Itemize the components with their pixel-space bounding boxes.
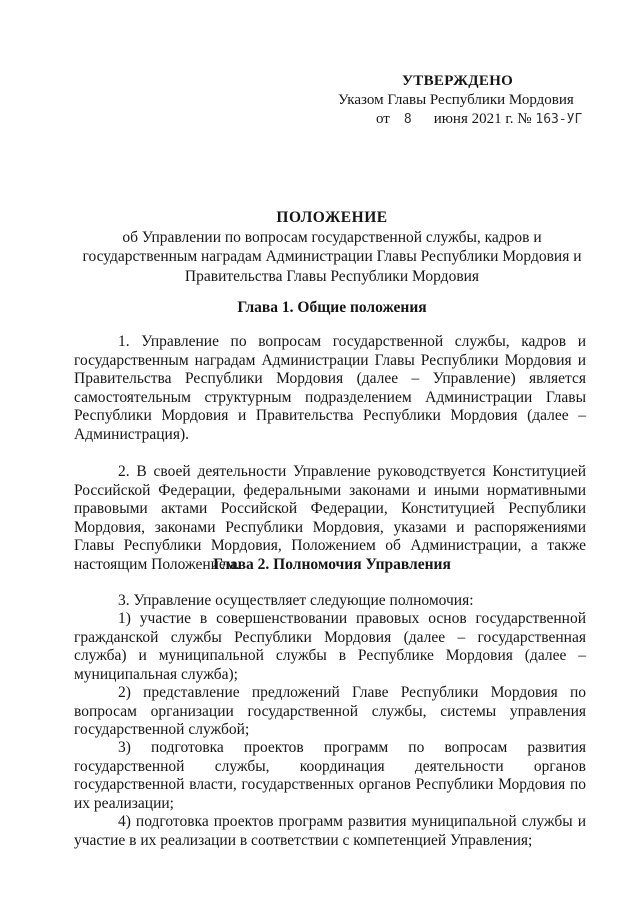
list-item-3: 3) подготовка проектов программ по вопросам развития государственной службы, координация деятельности органов государственной власти, государственных органов Республики Мордовия по их реализации;: [74, 739, 586, 812]
decree-number: 163-УГ: [535, 112, 583, 127]
decree-date-line: [336, 110, 596, 129]
approved-label: УТВЕРЖДЕНО: [402, 73, 514, 89]
paragraph-1: 1. Управление по вопросам государственной службы, кадров и государственным наградам Администрации Главы Республики Мордовия и Правительства Республики Мордовия (далее – Управление) является самостоятельным структурным подразделением Администрации Главы Республики Мордовия и Правительства Республики Мордовия (далее – Администрация).: [74, 333, 586, 443]
date-day: 8: [403, 112, 412, 127]
paragraph-3: 3. Управление осуществляет следующие полномочия:: [118, 592, 474, 609]
document-title-block: [72, 208, 592, 286]
approval-stamp: [336, 72, 596, 129]
paragraph-2: 2. В своей деятельности Управление руководствуется Конституцией Российской Федерации, федеральными законами и иными нормативными правовыми актами Российской Федерации, Конституцией Республики Мордовия, законами Республики Мордовия, указами и распоряжениями Главы Республики Мордовия, Положением об Администрации, а также настоящим Положением.: [74, 463, 586, 573]
title-line-3: Правительства Главы Республики Мордовия: [184, 267, 480, 285]
chapter-1-heading: Глава 1. Общие положения: [237, 299, 427, 316]
date-rest: июня 2021 г. №: [433, 111, 532, 127]
list-item-4: 4) подготовка проектов программ развития муниципальной службы и участие в их реализации в соответствии с компетенцией Управления;: [74, 813, 586, 849]
title-line-2: государственным наградам Администрации Главы Республики Мордовия и: [82, 248, 582, 265]
document-title: ПОЛОЖЕНИЕ: [276, 209, 388, 226]
title-line-1: об Управлении по вопросам государственной службы, кадров и: [122, 228, 542, 246]
chapter-2-heading: Глава 2. Полномочия Управления: [213, 556, 451, 573]
date-prefix: от: [376, 111, 390, 127]
list-item-1: 1) участие в совершенствовании правовых основ государственной гражданской службы Республики Мордовия (далее – государственная служба) и муниципальной службы в Республике Мордовия (далее – муниципальная служба);: [74, 610, 586, 683]
list-item-2: 2) представление предложений Главе Республики Мордовия по вопросам организации государственной службы, системы управления государственной службой;: [74, 684, 586, 738]
decree-line: Указом Главы Республики Мордовия: [338, 92, 574, 108]
